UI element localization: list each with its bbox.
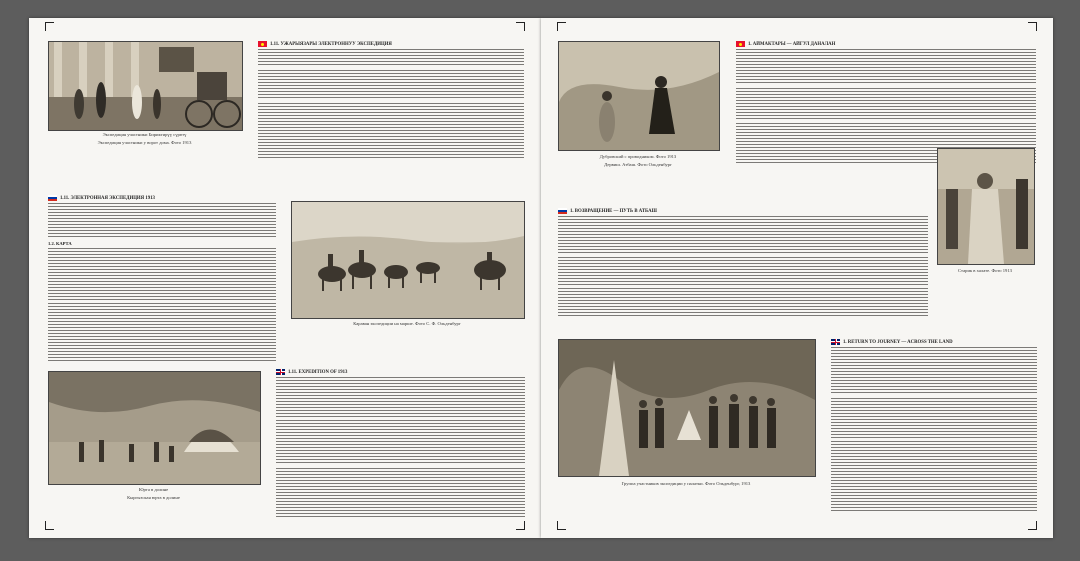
section-kg: 1. АЙМАКТАРЫ — АЙГУЛ ДАНАЛАН	[736, 41, 1036, 163]
photo-guide	[558, 41, 720, 151]
kyrgyzstan-flag	[258, 41, 267, 47]
kyrgyzstan-flag	[736, 41, 745, 47]
section-kg: 1.11. УЖАРЫЯЗАРЫ ЭЛЕКТРОННУУ ЭКСПЕДИЦИЯ	[258, 41, 524, 164]
crop-mark	[45, 521, 54, 530]
photo-elder	[937, 148, 1035, 265]
section-ru: 1. ВОЗВРАЩЕНИЕ — ПУТЬ В АТБАШ	[558, 208, 928, 333]
photo-caravan	[291, 201, 525, 319]
photo1-caption: Дубровский с проводником. Фото 1913 Дервиш. Атбаш. Фото Ольденбург	[599, 154, 677, 167]
crop-mark	[516, 521, 525, 530]
crop-mark	[1028, 521, 1037, 530]
right-page	[541, 18, 1053, 538]
photo2-caption: Караван экспедиции на марше. Фото С. Ф. Ольденбург	[353, 321, 461, 326]
uk-flag	[276, 369, 285, 375]
section-en: 1.11. EXPEDITION OF 1913	[276, 369, 525, 519]
crop-mark	[45, 22, 54, 31]
photo-group	[558, 339, 816, 477]
crop-mark	[557, 521, 566, 530]
photo2-caption: Старик в халате. Фото 1913	[958, 268, 1012, 273]
crop-mark	[1028, 22, 1037, 31]
russia-flag	[48, 195, 57, 201]
photo1-caption: Экспедиция участники Бириктирүү сүрөтү Экспедиция участники у ворот дома. Фото 1913	[97, 132, 192, 145]
section-en: 1. RETURN TO JOURNEY — ACROSS THE LAND	[831, 339, 1037, 519]
photo-yurt	[48, 371, 261, 485]
crop-mark	[516, 22, 525, 31]
left-page	[29, 18, 541, 538]
photo3-caption: Группа участников экспедиции у палатки. Фото Ольденбург, 1913	[621, 481, 751, 486]
section-ru: 1.11. ЭЛЕКТРОННАЯ ЭКСПЕДИЦИЯ 1913 1.2. КАРТА	[48, 195, 276, 365]
uk-flag	[831, 339, 840, 345]
photo3-caption: Юрта в долине Кыргызская юрта в долине	[127, 487, 180, 500]
russia-flag	[558, 208, 567, 214]
photo-expedition-house	[48, 41, 243, 131]
crop-mark	[557, 22, 566, 31]
